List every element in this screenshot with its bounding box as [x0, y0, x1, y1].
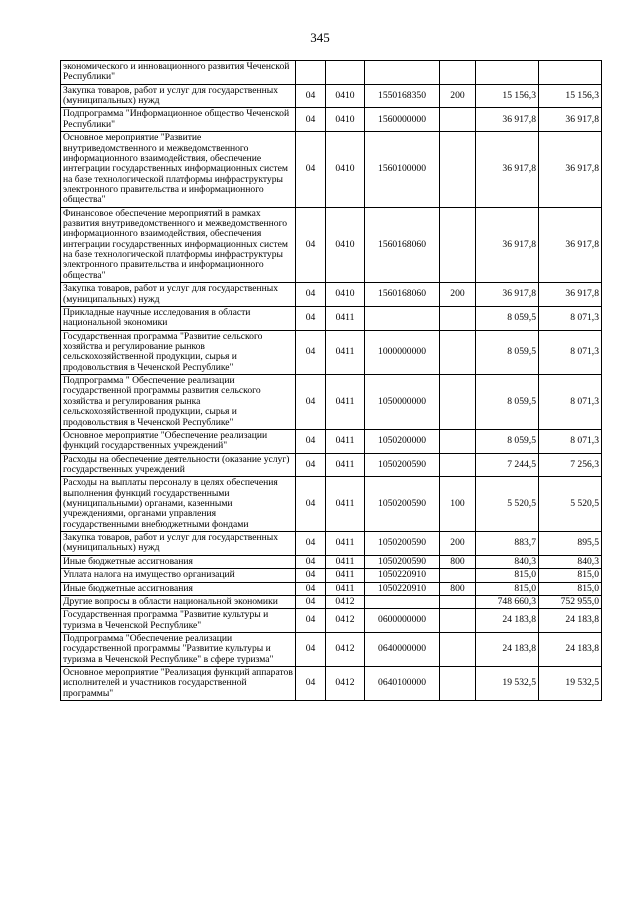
amount-year2-cell: 8 071,3 — [539, 375, 602, 430]
expense-type-cell: 200 — [440, 532, 476, 556]
amount-year1-cell — [476, 61, 539, 85]
expense-type-cell — [440, 61, 476, 85]
amount-year2-cell: 36 917,8 — [539, 283, 602, 307]
target-article-cell: 1050200590 — [365, 477, 440, 532]
amount-year1-cell: 15 156,3 — [476, 84, 539, 108]
expense-type-cell — [440, 330, 476, 374]
section-code-cell: 04 — [296, 569, 326, 582]
amount-year1-cell: 36 917,8 — [476, 132, 539, 208]
amount-year2-cell: 24 183,8 — [539, 609, 602, 633]
table-row — [61, 453, 602, 477]
expense-type-cell — [440, 207, 476, 283]
expense-name-cell: Расходы на обеспечение деятельности (оказание услуг) государственных учреждений — [61, 453, 296, 477]
amount-year2-cell: 8 071,3 — [539, 306, 602, 330]
subsection-code-cell: 0411 — [326, 330, 365, 374]
section-code-cell: 04 — [296, 667, 326, 701]
expense-name-cell: Подпрограмма "Обеспечение реализации государственной программы "Развитие культуры и туризма в Чеченской Республике" в сфере туризма" — [61, 632, 296, 666]
expense-name-cell: Государственная программа "Развитие культуры и туризма в Чеченской Республике" — [61, 609, 296, 633]
amount-year1-cell: 815,0 — [476, 582, 539, 595]
table-row — [61, 429, 602, 453]
expense-type-cell: 100 — [440, 477, 476, 532]
target-article-cell: 0640000000 — [365, 632, 440, 666]
subsection-code-cell: 0410 — [326, 108, 365, 132]
target-article-cell: 1560000000 — [365, 108, 440, 132]
expense-type-cell — [440, 132, 476, 208]
section-code-cell: 04 — [296, 283, 326, 307]
budget-table-body — [61, 61, 602, 701]
table-row — [61, 632, 602, 666]
subsection-code-cell: 0412 — [326, 667, 365, 701]
subsection-code-cell: 0411 — [326, 569, 365, 582]
table-row — [61, 306, 602, 330]
target-article-cell — [365, 61, 440, 85]
page-number: 345 — [310, 30, 330, 45]
expense-name-cell: Иные бюджетные ассигнования — [61, 555, 296, 568]
expense-type-cell — [440, 632, 476, 666]
subsection-code-cell: 0410 — [326, 84, 365, 108]
amount-year2-cell: 5 520,5 — [539, 477, 602, 532]
amount-year2-cell: 15 156,3 — [539, 84, 602, 108]
section-code-cell: 04 — [296, 609, 326, 633]
amount-year1-cell: 840,3 — [476, 555, 539, 568]
budget-table — [60, 60, 602, 701]
expense-name-cell: Основное мероприятие "Обеспечение реализации функций государственных учреждений" — [61, 429, 296, 453]
expense-name-cell: Подпрограмма "Информационное общество Чеченской Республики" — [61, 108, 296, 132]
amount-year2-cell: 7 256,3 — [539, 453, 602, 477]
target-article-cell: 1550168350 — [365, 84, 440, 108]
section-code-cell: 04 — [296, 330, 326, 374]
subsection-code-cell — [326, 61, 365, 85]
expense-name-cell: Прикладные научные исследования в области национальной экономики — [61, 306, 296, 330]
target-article-cell: 1560100000 — [365, 132, 440, 208]
table-row — [61, 108, 602, 132]
table-row — [61, 609, 602, 633]
expense-type-cell — [440, 108, 476, 132]
section-code-cell: 04 — [296, 84, 326, 108]
table-row — [61, 283, 602, 307]
amount-year1-cell: 5 520,5 — [476, 477, 539, 532]
amount-year2-cell: 36 917,8 — [539, 207, 602, 283]
amount-year2-cell: 752 955,0 — [539, 595, 602, 608]
amount-year1-cell: 36 917,8 — [476, 207, 539, 283]
expense-type-cell: 200 — [440, 283, 476, 307]
amount-year1-cell: 883,7 — [476, 532, 539, 556]
expense-type-cell — [440, 375, 476, 430]
expense-name-cell: Закупка товаров, работ и услуг для государственных (муниципальных) нужд — [61, 283, 296, 307]
expense-name-cell: Основное мероприятие "Реализация функций аппаратов исполнителей и участников государственной программы" — [61, 667, 296, 701]
target-article-cell — [365, 306, 440, 330]
expense-name-cell: экономического и инновационного развития Чеченской Республики" — [61, 61, 296, 85]
table-row — [61, 569, 602, 582]
section-code-cell: 04 — [296, 582, 326, 595]
amount-year2-cell: 815,0 — [539, 582, 602, 595]
target-article-cell: 1560168060 — [365, 283, 440, 307]
subsection-code-cell: 0411 — [326, 555, 365, 568]
expense-name-cell: Подпрограмма " Обеспечение реализации государственной программы развития сельского хозяйства и регулирования рынка сельскохозяйственной продукции, сырья и продовольствия в Чеченской Республике" — [61, 375, 296, 430]
expense-name-cell: Уплата налога на имущество организаций — [61, 569, 296, 582]
subsection-code-cell: 0410 — [326, 132, 365, 208]
expense-type-cell: 800 — [440, 582, 476, 595]
target-article-cell: 1050220910 — [365, 582, 440, 595]
amount-year1-cell: 8 059,5 — [476, 330, 539, 374]
section-code-cell: 04 — [296, 477, 326, 532]
amount-year1-cell: 748 660,3 — [476, 595, 539, 608]
amount-year1-cell: 24 183,8 — [476, 609, 539, 633]
target-article-cell: 1050200590 — [365, 453, 440, 477]
subsection-code-cell: 0411 — [326, 375, 365, 430]
expense-name-cell: Основное мероприятие "Развитие внутриведомственного и межведомственного информационного взаимодействия, обеспечение интеграции государственных информационных систем на базе технологической платформы инфраструктуры электронного правительства и информационного общества" — [61, 132, 296, 208]
amount-year2-cell — [539, 61, 602, 85]
target-article-cell: 1050220910 — [365, 569, 440, 582]
table-row — [61, 330, 602, 374]
subsection-code-cell: 0412 — [326, 609, 365, 633]
table-row — [61, 207, 602, 283]
expense-name-cell: Закупка товаров, работ и услуг для государственных (муниципальных) нужд — [61, 84, 296, 108]
target-article-cell: 1000000000 — [365, 330, 440, 374]
expense-name-cell: Расходы на выплаты персоналу в целях обеспечения выполнения функций государственными (муниципальными) органами, казенными учреждениями, органами управления государственными внебюджетными фондами — [61, 477, 296, 532]
amount-year2-cell: 840,3 — [539, 555, 602, 568]
table-row — [61, 132, 602, 208]
amount-year1-cell: 8 059,5 — [476, 306, 539, 330]
section-code-cell: 04 — [296, 375, 326, 430]
subsection-code-cell: 0410 — [326, 283, 365, 307]
subsection-code-cell: 0412 — [326, 595, 365, 608]
table-row — [61, 84, 602, 108]
target-article-cell — [365, 595, 440, 608]
section-code-cell: 04 — [296, 108, 326, 132]
subsection-code-cell: 0411 — [326, 532, 365, 556]
amount-year2-cell: 36 917,8 — [539, 108, 602, 132]
expense-name-cell: Закупка товаров, работ и услуг для государственных (муниципальных) нужд — [61, 532, 296, 556]
amount-year2-cell: 19 532,5 — [539, 667, 602, 701]
expense-type-cell: 800 — [440, 555, 476, 568]
target-article-cell: 0600000000 — [365, 609, 440, 633]
section-code-cell — [296, 61, 326, 85]
amount-year1-cell: 815,0 — [476, 569, 539, 582]
section-code-cell: 04 — [296, 595, 326, 608]
amount-year2-cell: 36 917,8 — [539, 132, 602, 208]
amount-year2-cell: 815,0 — [539, 569, 602, 582]
amount-year2-cell: 895,5 — [539, 532, 602, 556]
table-row — [61, 582, 602, 595]
subsection-code-cell: 0411 — [326, 306, 365, 330]
amount-year1-cell: 8 059,5 — [476, 375, 539, 430]
table-row — [61, 375, 602, 430]
table-row — [61, 555, 602, 568]
section-code-cell: 04 — [296, 132, 326, 208]
target-article-cell: 1560168060 — [365, 207, 440, 283]
section-code-cell: 04 — [296, 207, 326, 283]
expense-name-cell: Финансовое обеспечение мероприятий в рамках развития внутриведомственного и межведомственного информационного взаимодействия, обеспечения интеграции государственных информационных систем на базе технологической платформы инфраструктуры электронного правительства и информационного общества" — [61, 207, 296, 283]
subsection-code-cell: 0412 — [326, 632, 365, 666]
table-row — [61, 595, 602, 608]
section-code-cell: 04 — [296, 532, 326, 556]
amount-year2-cell: 8 071,3 — [539, 330, 602, 374]
expense-type-cell — [440, 569, 476, 582]
expense-type-cell — [440, 609, 476, 633]
target-article-cell: 1050200000 — [365, 429, 440, 453]
section-code-cell: 04 — [296, 306, 326, 330]
expense-type-cell: 200 — [440, 84, 476, 108]
subsection-code-cell: 0411 — [326, 477, 365, 532]
section-code-cell: 04 — [296, 429, 326, 453]
amount-year1-cell: 8 059,5 — [476, 429, 539, 453]
subsection-code-cell: 0411 — [326, 582, 365, 595]
expense-type-cell — [440, 306, 476, 330]
table-row — [61, 477, 602, 532]
amount-year1-cell: 7 244,5 — [476, 453, 539, 477]
expense-name-cell: Иные бюджетные ассигнования — [61, 582, 296, 595]
expense-type-cell — [440, 595, 476, 608]
amount-year1-cell: 36 917,8 — [476, 108, 539, 132]
amount-year1-cell: 24 183,8 — [476, 632, 539, 666]
table-row — [61, 532, 602, 556]
target-article-cell: 1050200590 — [365, 555, 440, 568]
amount-year2-cell: 24 183,8 — [539, 632, 602, 666]
target-article-cell: 1050000000 — [365, 375, 440, 430]
section-code-cell: 04 — [296, 555, 326, 568]
subsection-code-cell: 0411 — [326, 453, 365, 477]
expense-name-cell: Государственная программа "Развитие сельского хозяйства и регулирование рынков сельскохозяйственной продукции, сырья и продовольствия в Чеченской Республике" — [61, 330, 296, 374]
expense-name-cell: Другие вопросы в области национальной экономики — [61, 595, 296, 608]
table-row — [61, 667, 602, 701]
amount-year2-cell: 8 071,3 — [539, 429, 602, 453]
section-code-cell: 04 — [296, 632, 326, 666]
target-article-cell: 0640100000 — [365, 667, 440, 701]
expense-type-cell — [440, 429, 476, 453]
subsection-code-cell: 0410 — [326, 207, 365, 283]
amount-year1-cell: 19 532,5 — [476, 667, 539, 701]
subsection-code-cell: 0411 — [326, 429, 365, 453]
expense-type-cell — [440, 453, 476, 477]
target-article-cell: 1050200590 — [365, 532, 440, 556]
expense-type-cell — [440, 667, 476, 701]
table-row — [61, 61, 602, 85]
section-code-cell: 04 — [296, 453, 326, 477]
amount-year1-cell: 36 917,8 — [476, 283, 539, 307]
